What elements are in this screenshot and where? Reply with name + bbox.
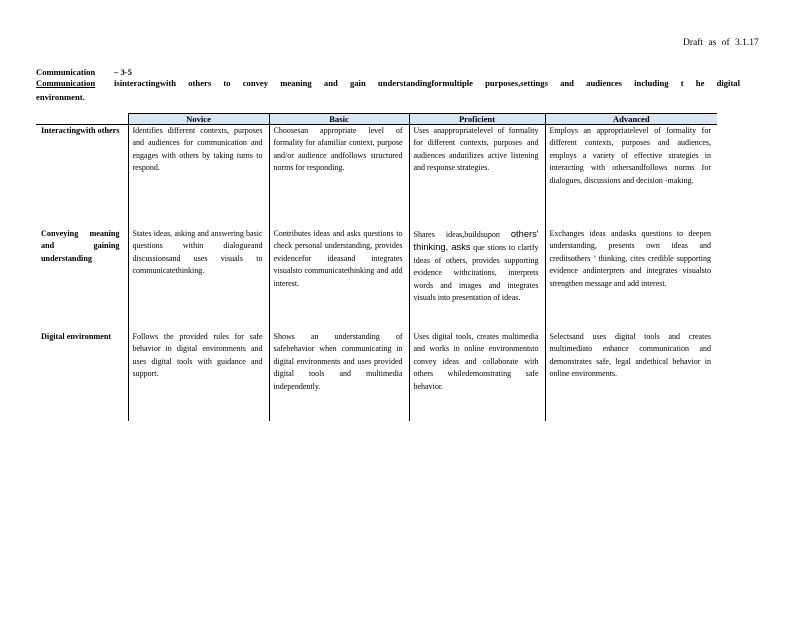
cell-novice: States ideas, asking and answering basic questions within dialogueand discussionsand uses visuals to communicatethinking. (128, 228, 269, 331)
row-header-conveying: Conveying meaning and gaining understanding (41, 229, 120, 263)
strand-definition (36, 78, 740, 88)
cell-basic: Choosesan appropriate level of formality for afamiliar context, purpose and/or audience andfollows structured norms for responding. (269, 125, 409, 229)
strand-title (36, 67, 132, 77)
cell-proficient-rest: que stions to clarify ideas of others, provides supporting evidence withcitations, interprets words and images and integrates visuals into presentation of ideas. (413, 243, 539, 303)
row-header-interacting: Interactingwith others (41, 126, 120, 135)
cell-advanced: Exchanges ideas andasks questions to deepen understanding, presents own ideas and creditsothers ’ thinking, cites credible supporting evidence andinterprets and integrates visualsto strengthen message and add interest. (545, 228, 717, 331)
row-header-digital: Digital environment (41, 332, 112, 341)
table-row (36, 331, 717, 421)
definition-text: isinteractingwith others to convey meaning and gain understandingformultiple purposes,settings and audiences including t he digital (114, 78, 740, 88)
col-header-basic: Basic (269, 114, 409, 125)
cell-basic: Shows an understanding of safebehavior when communicating in digital environments and uses provided digital tools and multimedia independently. (269, 331, 409, 421)
table-row (36, 125, 717, 229)
cell-basic: Contributes ideas and asks questions to check personal understanding, provides evidencefor ideasand integrates visualsto communicatethinking and add interest. (269, 228, 409, 331)
col-header-proficient: Proficient (409, 114, 545, 125)
cell-advanced: Selectsand uses digital tools and creates multimediato enhance communication and demonstrates safe, legal andethical behavior in online environments. (545, 331, 717, 421)
definition-text-end: environment. (36, 92, 85, 102)
cell-proficient (409, 228, 545, 331)
cell-proficient-start: Shares ideas,buildsupon (413, 230, 500, 239)
definition-label: Communication (36, 78, 96, 88)
grade-band: – 3-5 (114, 67, 132, 77)
cell-novice: Follows the provided rules for safe behavior in digital environments and uses digital tools with guidance and support. (128, 331, 269, 421)
strand-label: Communication (36, 67, 96, 77)
header-row (36, 114, 717, 125)
rubric-table (36, 113, 717, 421)
corner-cell (36, 114, 128, 125)
cell-novice: Identifies different contexts, purposes and audiences for communication and engages with others by taking turns to respond. (128, 125, 269, 229)
cell-proficient: Uses digital tools, creates multimedia and works in online environmentsto convey ideas and collaborate with others whiledemonstrating safe behavior. (409, 331, 545, 421)
cell-advanced: Employs an appropriatelevel of formality for different contexts, purposes and audiences, employs a variety of effective strategies in interacting with othersandfollows norms for dialogues, discussions and decision -making. (545, 125, 717, 229)
col-header-novice: Novice (128, 114, 269, 125)
table-row (36, 228, 717, 331)
draft-date: Draft as of 3.1.17 (683, 38, 759, 48)
cell-proficient-mid: others' thinking, asks (413, 229, 539, 253)
col-header-advanced: Advanced (545, 114, 717, 125)
cell-proficient: Uses anappropriatelevel of formality for different contexts, purposes and audiences andutilizes active listening and response strategies. (409, 125, 545, 229)
